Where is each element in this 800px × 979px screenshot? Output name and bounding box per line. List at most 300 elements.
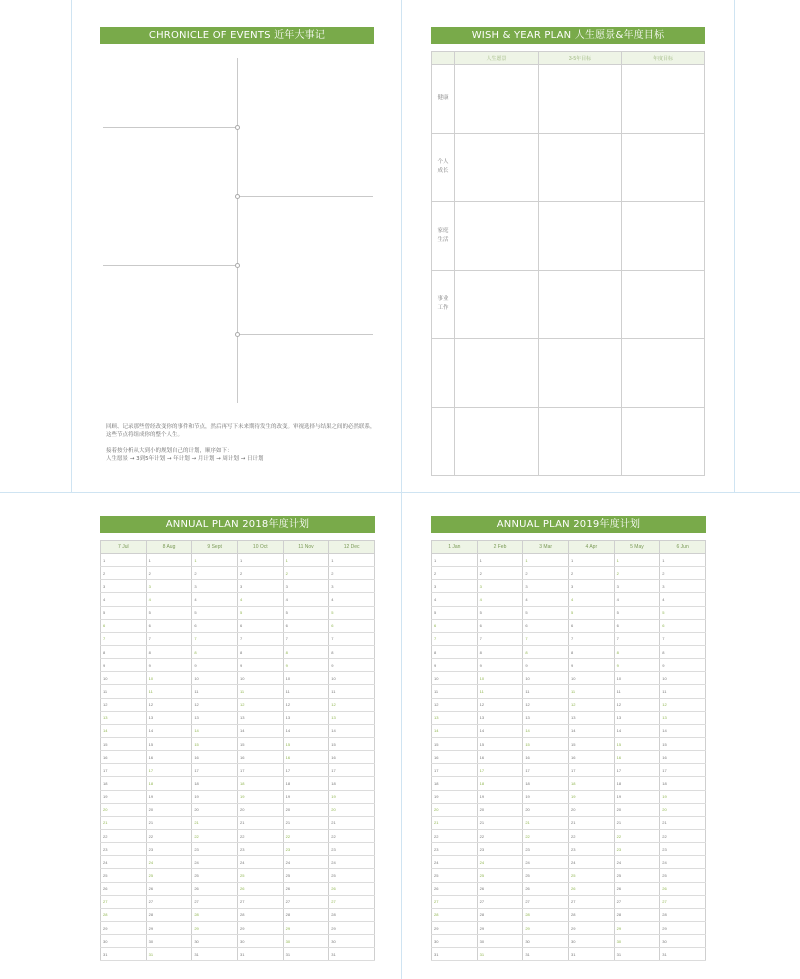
- day-cell[interactable]: 10: [568, 672, 614, 685]
- day-cell[interactable]: 31: [146, 948, 192, 961]
- day-cell[interactable]: 18: [614, 777, 660, 790]
- day-cell[interactable]: 28: [192, 908, 238, 921]
- day-cell[interactable]: 31: [101, 948, 147, 961]
- day-cell[interactable]: 24: [101, 856, 147, 869]
- day-cell[interactable]: 29: [146, 921, 192, 934]
- day-cell[interactable]: 7: [101, 632, 147, 645]
- day-cell[interactable]: 9: [237, 659, 283, 672]
- day-cell[interactable]: 12: [329, 698, 375, 711]
- day-cell[interactable]: 21: [614, 816, 660, 829]
- day-cell[interactable]: 20: [523, 803, 569, 816]
- day-cell[interactable]: 13: [329, 711, 375, 724]
- day-cell[interactable]: 25: [192, 869, 238, 882]
- day-cell[interactable]: 26: [523, 882, 569, 895]
- day-cell[interactable]: 24: [329, 856, 375, 869]
- day-cell[interactable]: 23: [523, 843, 569, 856]
- day-cell[interactable]: 13: [192, 711, 238, 724]
- day-cell[interactable]: 17: [283, 764, 329, 777]
- day-cell[interactable]: 22: [283, 829, 329, 842]
- day-cell[interactable]: 28: [146, 908, 192, 921]
- day-cell[interactable]: 27: [192, 895, 238, 908]
- day-cell[interactable]: 28: [329, 908, 375, 921]
- day-cell[interactable]: 7: [614, 632, 660, 645]
- day-cell[interactable]: 2: [329, 567, 375, 580]
- day-cell[interactable]: 19: [568, 790, 614, 803]
- day-cell[interactable]: 4: [237, 593, 283, 606]
- day-cell[interactable]: 6: [146, 619, 192, 632]
- day-cell[interactable]: 13: [614, 711, 660, 724]
- day-cell[interactable]: 22: [523, 829, 569, 842]
- day-cell[interactable]: 27: [660, 895, 706, 908]
- wish-cell[interactable]: [455, 339, 539, 408]
- day-cell[interactable]: 4: [146, 593, 192, 606]
- day-cell[interactable]: 13: [432, 711, 478, 724]
- day-cell[interactable]: 9: [432, 659, 478, 672]
- day-cell[interactable]: 17: [568, 764, 614, 777]
- day-cell[interactable]: 30: [432, 935, 478, 948]
- day-cell[interactable]: 18: [329, 777, 375, 790]
- day-cell[interactable]: 19: [283, 790, 329, 803]
- day-cell[interactable]: 1: [614, 554, 660, 567]
- day-cell[interactable]: 1: [146, 554, 192, 567]
- day-cell[interactable]: 22: [146, 829, 192, 842]
- day-cell[interactable]: 19: [192, 790, 238, 803]
- day-cell[interactable]: 24: [523, 856, 569, 869]
- day-cell[interactable]: 22: [614, 829, 660, 842]
- day-cell[interactable]: 4: [523, 593, 569, 606]
- day-cell[interactable]: 27: [568, 895, 614, 908]
- day-cell[interactable]: 12: [523, 698, 569, 711]
- day-cell[interactable]: 11: [101, 685, 147, 698]
- day-cell[interactable]: 30: [477, 935, 523, 948]
- day-cell[interactable]: 1: [432, 554, 478, 567]
- day-cell[interactable]: 3: [192, 580, 238, 593]
- day-cell[interactable]: 23: [329, 843, 375, 856]
- day-cell[interactable]: 29: [192, 921, 238, 934]
- day-cell[interactable]: 15: [192, 737, 238, 750]
- day-cell[interactable]: 11: [614, 685, 660, 698]
- day-cell[interactable]: 16: [614, 751, 660, 764]
- day-cell[interactable]: 27: [283, 895, 329, 908]
- day-cell[interactable]: 5: [660, 606, 706, 619]
- day-cell[interactable]: 20: [432, 803, 478, 816]
- day-cell[interactable]: 14: [568, 724, 614, 737]
- day-cell[interactable]: 12: [477, 698, 523, 711]
- day-cell[interactable]: 8: [523, 645, 569, 658]
- day-cell[interactable]: 10: [614, 672, 660, 685]
- day-cell[interactable]: 27: [237, 895, 283, 908]
- day-cell[interactable]: 11: [283, 685, 329, 698]
- day-cell[interactable]: 12: [237, 698, 283, 711]
- day-cell[interactable]: 28: [283, 908, 329, 921]
- day-cell[interactable]: 20: [660, 803, 706, 816]
- day-cell[interactable]: 6: [432, 619, 478, 632]
- day-cell[interactable]: 17: [101, 764, 147, 777]
- day-cell[interactable]: 9: [523, 659, 569, 672]
- day-cell[interactable]: 1: [283, 554, 329, 567]
- day-cell[interactable]: 11: [477, 685, 523, 698]
- day-cell[interactable]: 14: [523, 724, 569, 737]
- day-cell[interactable]: 29: [101, 921, 147, 934]
- day-cell[interactable]: 6: [237, 619, 283, 632]
- day-cell[interactable]: 1: [237, 554, 283, 567]
- day-cell[interactable]: 8: [568, 645, 614, 658]
- day-cell[interactable]: 3: [568, 580, 614, 593]
- day-cell[interactable]: 12: [660, 698, 706, 711]
- day-cell[interactable]: 21: [237, 816, 283, 829]
- day-cell[interactable]: 16: [432, 751, 478, 764]
- day-cell[interactable]: 4: [614, 593, 660, 606]
- day-cell[interactable]: 15: [477, 737, 523, 750]
- day-cell[interactable]: 20: [568, 803, 614, 816]
- day-cell[interactable]: 31: [237, 948, 283, 961]
- wish-cell[interactable]: [622, 270, 705, 339]
- day-cell[interactable]: 15: [146, 737, 192, 750]
- day-cell[interactable]: 25: [660, 869, 706, 882]
- day-cell[interactable]: 19: [101, 790, 147, 803]
- day-cell[interactable]: 7: [192, 632, 238, 645]
- day-cell[interactable]: 24: [568, 856, 614, 869]
- day-cell[interactable]: 9: [101, 659, 147, 672]
- day-cell[interactable]: 1: [660, 554, 706, 567]
- day-cell[interactable]: 22: [101, 829, 147, 842]
- wish-cell[interactable]: [539, 407, 622, 476]
- day-cell[interactable]: 30: [523, 935, 569, 948]
- day-cell[interactable]: 21: [101, 816, 147, 829]
- day-cell[interactable]: 28: [660, 908, 706, 921]
- day-cell[interactable]: 22: [477, 829, 523, 842]
- wish-cell[interactable]: [539, 339, 622, 408]
- day-cell[interactable]: 1: [568, 554, 614, 567]
- day-cell[interactable]: 11: [568, 685, 614, 698]
- day-cell[interactable]: 7: [477, 632, 523, 645]
- day-cell[interactable]: 13: [568, 711, 614, 724]
- day-cell[interactable]: 19: [329, 790, 375, 803]
- day-cell[interactable]: 21: [568, 816, 614, 829]
- day-cell[interactable]: 26: [146, 882, 192, 895]
- day-cell[interactable]: 17: [237, 764, 283, 777]
- day-cell[interactable]: 29: [329, 921, 375, 934]
- day-cell[interactable]: 26: [477, 882, 523, 895]
- day-cell[interactable]: 12: [432, 698, 478, 711]
- day-cell[interactable]: 17: [614, 764, 660, 777]
- day-cell[interactable]: 25: [477, 869, 523, 882]
- day-cell[interactable]: 14: [101, 724, 147, 737]
- day-cell[interactable]: 24: [660, 856, 706, 869]
- day-cell[interactable]: 23: [477, 843, 523, 856]
- day-cell[interactable]: 16: [101, 751, 147, 764]
- day-cell[interactable]: 25: [237, 869, 283, 882]
- wish-cell[interactable]: [455, 133, 539, 202]
- day-cell[interactable]: 18: [237, 777, 283, 790]
- day-cell[interactable]: 27: [614, 895, 660, 908]
- day-cell[interactable]: 22: [192, 829, 238, 842]
- day-cell[interactable]: 17: [329, 764, 375, 777]
- day-cell[interactable]: 26: [614, 882, 660, 895]
- day-cell[interactable]: 11: [146, 685, 192, 698]
- day-cell[interactable]: 5: [146, 606, 192, 619]
- day-cell[interactable]: 20: [477, 803, 523, 816]
- wish-cell[interactable]: [539, 202, 622, 271]
- day-cell[interactable]: 23: [614, 843, 660, 856]
- day-cell[interactable]: 16: [237, 751, 283, 764]
- day-cell[interactable]: 27: [146, 895, 192, 908]
- day-cell[interactable]: 17: [432, 764, 478, 777]
- day-cell[interactable]: 1: [523, 554, 569, 567]
- day-cell[interactable]: 9: [283, 659, 329, 672]
- day-cell[interactable]: 14: [283, 724, 329, 737]
- day-cell[interactable]: 2: [432, 567, 478, 580]
- day-cell[interactable]: 6: [283, 619, 329, 632]
- day-cell[interactable]: 8: [614, 645, 660, 658]
- day-cell[interactable]: 5: [283, 606, 329, 619]
- day-cell[interactable]: 30: [660, 935, 706, 948]
- day-cell[interactable]: 20: [192, 803, 238, 816]
- day-cell[interactable]: 25: [283, 869, 329, 882]
- day-cell[interactable]: 9: [660, 659, 706, 672]
- day-cell[interactable]: 30: [192, 935, 238, 948]
- day-cell[interactable]: 9: [146, 659, 192, 672]
- wish-cell[interactable]: [539, 133, 622, 202]
- day-cell[interactable]: 5: [329, 606, 375, 619]
- wish-cell[interactable]: [455, 270, 539, 339]
- day-cell[interactable]: 21: [660, 816, 706, 829]
- day-cell[interactable]: 26: [101, 882, 147, 895]
- day-cell[interactable]: 11: [329, 685, 375, 698]
- day-cell[interactable]: 25: [101, 869, 147, 882]
- day-cell[interactable]: 15: [329, 737, 375, 750]
- day-cell[interactable]: 7: [329, 632, 375, 645]
- day-cell[interactable]: 20: [101, 803, 147, 816]
- day-cell[interactable]: 12: [146, 698, 192, 711]
- day-cell[interactable]: 14: [192, 724, 238, 737]
- day-cell[interactable]: 18: [477, 777, 523, 790]
- day-cell[interactable]: 3: [329, 580, 375, 593]
- day-cell[interactable]: 5: [523, 606, 569, 619]
- day-cell[interactable]: 19: [477, 790, 523, 803]
- day-cell[interactable]: 25: [523, 869, 569, 882]
- day-cell[interactable]: 10: [660, 672, 706, 685]
- day-cell[interactable]: 21: [329, 816, 375, 829]
- day-cell[interactable]: 4: [192, 593, 238, 606]
- wish-cell[interactable]: [622, 202, 705, 271]
- day-cell[interactable]: 30: [568, 935, 614, 948]
- day-cell[interactable]: 10: [477, 672, 523, 685]
- day-cell[interactable]: 15: [432, 737, 478, 750]
- day-cell[interactable]: 17: [477, 764, 523, 777]
- day-cell[interactable]: 28: [614, 908, 660, 921]
- day-cell[interactable]: 22: [568, 829, 614, 842]
- day-cell[interactable]: 3: [660, 580, 706, 593]
- day-cell[interactable]: 24: [432, 856, 478, 869]
- day-cell[interactable]: 8: [477, 645, 523, 658]
- day-cell[interactable]: 18: [192, 777, 238, 790]
- day-cell[interactable]: 31: [329, 948, 375, 961]
- day-cell[interactable]: 29: [237, 921, 283, 934]
- day-cell[interactable]: 5: [614, 606, 660, 619]
- day-cell[interactable]: 13: [477, 711, 523, 724]
- wish-cell[interactable]: [539, 270, 622, 339]
- day-cell[interactable]: 6: [660, 619, 706, 632]
- day-cell[interactable]: 27: [432, 895, 478, 908]
- day-cell[interactable]: 17: [146, 764, 192, 777]
- day-cell[interactable]: 15: [660, 737, 706, 750]
- day-cell[interactable]: 21: [432, 816, 478, 829]
- day-cell[interactable]: 14: [146, 724, 192, 737]
- day-cell[interactable]: 13: [101, 711, 147, 724]
- day-cell[interactable]: 10: [523, 672, 569, 685]
- day-cell[interactable]: 15: [101, 737, 147, 750]
- day-cell[interactable]: 4: [568, 593, 614, 606]
- day-cell[interactable]: 4: [660, 593, 706, 606]
- day-cell[interactable]: 14: [329, 724, 375, 737]
- day-cell[interactable]: 24: [614, 856, 660, 869]
- day-cell[interactable]: 16: [283, 751, 329, 764]
- day-cell[interactable]: 5: [432, 606, 478, 619]
- day-cell[interactable]: 16: [146, 751, 192, 764]
- day-cell[interactable]: 17: [660, 764, 706, 777]
- day-cell[interactable]: 12: [283, 698, 329, 711]
- day-cell[interactable]: 21: [283, 816, 329, 829]
- day-cell[interactable]: 3: [614, 580, 660, 593]
- day-cell[interactable]: 2: [146, 567, 192, 580]
- day-cell[interactable]: 8: [192, 645, 238, 658]
- day-cell[interactable]: 11: [660, 685, 706, 698]
- wish-cell[interactable]: [622, 407, 705, 476]
- day-cell[interactable]: 14: [237, 724, 283, 737]
- day-cell[interactable]: 8: [329, 645, 375, 658]
- day-cell[interactable]: 6: [568, 619, 614, 632]
- day-cell[interactable]: 7: [283, 632, 329, 645]
- day-cell[interactable]: 29: [523, 921, 569, 934]
- day-cell[interactable]: 6: [477, 619, 523, 632]
- day-cell[interactable]: 12: [614, 698, 660, 711]
- day-cell[interactable]: 8: [660, 645, 706, 658]
- day-cell[interactable]: 4: [329, 593, 375, 606]
- day-cell[interactable]: 27: [523, 895, 569, 908]
- wish-cell[interactable]: [622, 339, 705, 408]
- day-cell[interactable]: 19: [146, 790, 192, 803]
- day-cell[interactable]: 15: [568, 737, 614, 750]
- day-cell[interactable]: 2: [283, 567, 329, 580]
- day-cell[interactable]: 7: [523, 632, 569, 645]
- day-cell[interactable]: 16: [568, 751, 614, 764]
- day-cell[interactable]: 15: [523, 737, 569, 750]
- day-cell[interactable]: 25: [614, 869, 660, 882]
- day-cell[interactable]: 28: [568, 908, 614, 921]
- day-cell[interactable]: 28: [101, 908, 147, 921]
- day-cell[interactable]: 6: [192, 619, 238, 632]
- day-cell[interactable]: 10: [432, 672, 478, 685]
- day-cell[interactable]: 15: [614, 737, 660, 750]
- day-cell[interactable]: 19: [523, 790, 569, 803]
- day-cell[interactable]: 24: [146, 856, 192, 869]
- day-cell[interactable]: 25: [568, 869, 614, 882]
- day-cell[interactable]: 7: [237, 632, 283, 645]
- day-cell[interactable]: 6: [523, 619, 569, 632]
- day-cell[interactable]: 18: [101, 777, 147, 790]
- day-cell[interactable]: 21: [477, 816, 523, 829]
- day-cell[interactable]: 19: [660, 790, 706, 803]
- day-cell[interactable]: 8: [146, 645, 192, 658]
- day-cell[interactable]: 13: [237, 711, 283, 724]
- day-cell[interactable]: 27: [477, 895, 523, 908]
- day-cell[interactable]: 4: [477, 593, 523, 606]
- day-cell[interactable]: 5: [237, 606, 283, 619]
- day-cell[interactable]: 29: [614, 921, 660, 934]
- day-cell[interactable]: 28: [477, 908, 523, 921]
- day-cell[interactable]: 26: [329, 882, 375, 895]
- day-cell[interactable]: 15: [283, 737, 329, 750]
- day-cell[interactable]: 14: [660, 724, 706, 737]
- day-cell[interactable]: 11: [432, 685, 478, 698]
- day-cell[interactable]: 30: [101, 935, 147, 948]
- day-cell[interactable]: 23: [192, 843, 238, 856]
- day-cell[interactable]: 11: [523, 685, 569, 698]
- day-cell[interactable]: 29: [283, 921, 329, 934]
- day-cell[interactable]: 13: [283, 711, 329, 724]
- day-cell[interactable]: 30: [237, 935, 283, 948]
- day-cell[interactable]: 2: [660, 567, 706, 580]
- day-cell[interactable]: 2: [237, 567, 283, 580]
- day-cell[interactable]: 31: [477, 948, 523, 961]
- day-cell[interactable]: 18: [283, 777, 329, 790]
- day-cell[interactable]: 31: [614, 948, 660, 961]
- day-cell[interactable]: 21: [523, 816, 569, 829]
- day-cell[interactable]: 3: [101, 580, 147, 593]
- day-cell[interactable]: 7: [432, 632, 478, 645]
- day-cell[interactable]: 4: [432, 593, 478, 606]
- day-cell[interactable]: 26: [283, 882, 329, 895]
- day-cell[interactable]: 18: [523, 777, 569, 790]
- day-cell[interactable]: 25: [329, 869, 375, 882]
- day-cell[interactable]: 5: [477, 606, 523, 619]
- day-cell[interactable]: 25: [146, 869, 192, 882]
- day-cell[interactable]: 10: [283, 672, 329, 685]
- day-cell[interactable]: 30: [329, 935, 375, 948]
- day-cell[interactable]: 5: [192, 606, 238, 619]
- day-cell[interactable]: 14: [614, 724, 660, 737]
- day-cell[interactable]: 31: [523, 948, 569, 961]
- day-cell[interactable]: 31: [192, 948, 238, 961]
- day-cell[interactable]: 28: [523, 908, 569, 921]
- day-cell[interactable]: 26: [237, 882, 283, 895]
- day-cell[interactable]: 31: [432, 948, 478, 961]
- day-cell[interactable]: 22: [432, 829, 478, 842]
- day-cell[interactable]: 17: [192, 764, 238, 777]
- day-cell[interactable]: 30: [283, 935, 329, 948]
- day-cell[interactable]: 23: [101, 843, 147, 856]
- day-cell[interactable]: 19: [237, 790, 283, 803]
- day-cell[interactable]: 5: [568, 606, 614, 619]
- day-cell[interactable]: 10: [237, 672, 283, 685]
- day-cell[interactable]: 31: [568, 948, 614, 961]
- day-cell[interactable]: 13: [523, 711, 569, 724]
- day-cell[interactable]: 16: [660, 751, 706, 764]
- day-cell[interactable]: 23: [660, 843, 706, 856]
- day-cell[interactable]: 25: [432, 869, 478, 882]
- day-cell[interactable]: 24: [237, 856, 283, 869]
- day-cell[interactable]: 30: [146, 935, 192, 948]
- day-cell[interactable]: 26: [660, 882, 706, 895]
- day-cell[interactable]: 11: [237, 685, 283, 698]
- day-cell[interactable]: 13: [660, 711, 706, 724]
- day-cell[interactable]: 8: [101, 645, 147, 658]
- day-cell[interactable]: 3: [432, 580, 478, 593]
- day-cell[interactable]: 23: [432, 843, 478, 856]
- day-cell[interactable]: 28: [432, 908, 478, 921]
- day-cell[interactable]: 26: [432, 882, 478, 895]
